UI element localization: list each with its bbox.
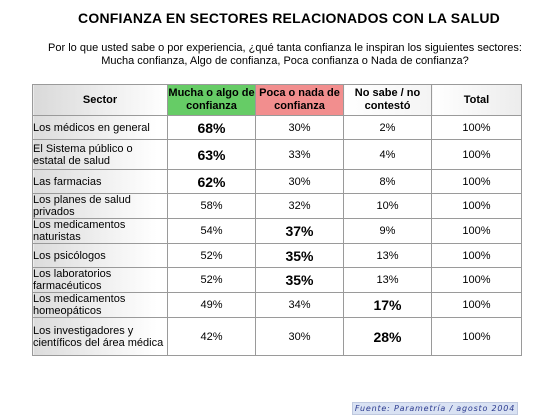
mucha-cell: 58% <box>168 194 256 219</box>
sector-cell: Los investigadores y científicos del área médica <box>33 318 168 356</box>
mucha-cell: 68% <box>168 116 256 140</box>
mucha-cell: 42% <box>168 318 256 356</box>
sector-cell: Los planes de salud privados <box>33 194 168 219</box>
nosabe-cell: 17% <box>344 293 432 318</box>
poca-cell: 35% <box>256 244 344 268</box>
mucha-cell: 54% <box>168 219 256 244</box>
total-cell: 100% <box>432 293 522 318</box>
page-title: CONFIANZA EN SECTORES RELACIONADOS CON LA SALUD <box>78 10 500 26</box>
poca-cell: 30% <box>256 170 344 194</box>
sector-cell: Los laboratorios farmacéuticos <box>33 268 168 293</box>
mucha-cell: 49% <box>168 293 256 318</box>
nosabe-cell: 4% <box>344 140 432 170</box>
total-cell: 100% <box>432 194 522 219</box>
poca-cell: 34% <box>256 293 344 318</box>
poca-cell: 37% <box>256 219 344 244</box>
sector-cell: Las farmacias <box>33 170 168 194</box>
table-row <box>33 140 522 170</box>
table-row <box>33 318 522 356</box>
sector-cell: Los medicamentos naturistas <box>33 219 168 244</box>
table-row <box>33 116 522 140</box>
poca-cell: 30% <box>256 318 344 356</box>
nosabe-cell: 13% <box>344 244 432 268</box>
poca-cell: 32% <box>256 194 344 219</box>
poca-cell: 30% <box>256 116 344 140</box>
mucha-cell: 63% <box>168 140 256 170</box>
total-cell: 100% <box>432 318 522 356</box>
table-row <box>33 293 522 318</box>
table-header-row <box>33 85 522 116</box>
confidence-table <box>32 84 522 356</box>
sector-cell: Los psicólogos <box>33 244 168 268</box>
survey-question: Por lo que usted sabe o por experiencia, ¿qué tanta confianza le inspiran los siguientes sectores: Mucha confianza, Algo de confianza, Poca confianza o Nada de confianza? <box>48 42 522 67</box>
mucha-cell: 62% <box>168 170 256 194</box>
mucha-cell: 52% <box>168 268 256 293</box>
poca-cell: 33% <box>256 140 344 170</box>
total-cell: 100% <box>432 219 522 244</box>
table-row <box>33 194 522 219</box>
nosabe-cell: 28% <box>344 318 432 356</box>
poca-cell: 35% <box>256 268 344 293</box>
sector-cell: Los medicamentos homeopáticos <box>33 293 168 318</box>
total-cell: 100% <box>432 244 522 268</box>
mucha-cell: 52% <box>168 244 256 268</box>
nosabe-cell: 13% <box>344 268 432 293</box>
header-total: Total <box>432 85 522 116</box>
header-sector: Sector <box>33 85 168 116</box>
total-cell: 100% <box>432 116 522 140</box>
sector-cell: Los médicos en general <box>33 116 168 140</box>
table-row <box>33 268 522 293</box>
nosabe-cell: 2% <box>344 116 432 140</box>
total-cell: 100% <box>432 268 522 293</box>
total-cell: 100% <box>432 140 522 170</box>
table-row <box>33 244 522 268</box>
total-cell: 100% <box>432 170 522 194</box>
nosabe-cell: 8% <box>344 170 432 194</box>
table-row <box>33 170 522 194</box>
table-row <box>33 219 522 244</box>
nosabe-cell: 9% <box>344 219 432 244</box>
header-no-sabe: No sabe / no contestó <box>344 85 432 116</box>
sector-cell: El Sistema público o estatal de salud <box>33 140 168 170</box>
nosabe-cell: 10% <box>344 194 432 219</box>
header-mucha-confianza: Mucha o algo de confianza <box>168 85 256 116</box>
header-poca-confianza: Poca o nada de confianza <box>256 85 344 116</box>
source-footer: Fuente: Parametría / agosto 2004 <box>352 402 518 415</box>
